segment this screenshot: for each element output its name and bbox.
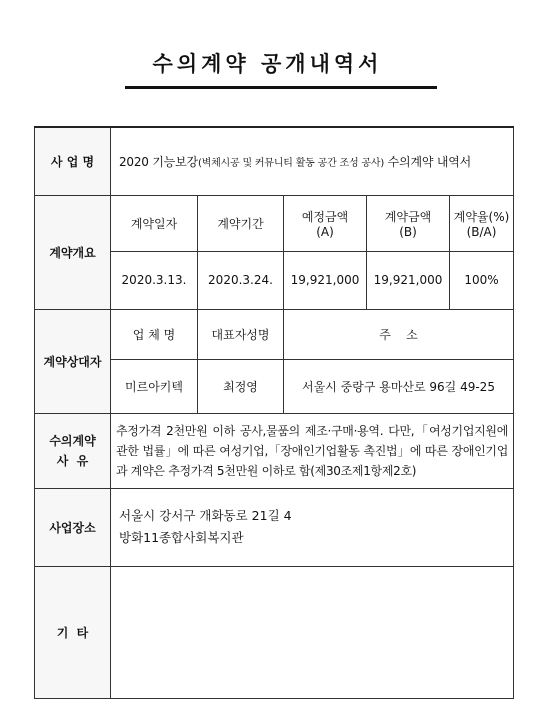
site-label: 사업장소 (35, 488, 111, 566)
reason-text: 추정가격 2천만원 이하 공사,물품의 제조·구매·용역. 다만,「여성기업지원에 관한 법률」에 따른 여성기업,「장애인기업활동 촉진법」에 따른 장애인기업과 계약은 추정가격 5천만원 이하로 함(제30조제1항제2호) (111, 413, 514, 488)
overview-header-estimated: 예정금액 (A) (284, 195, 367, 251)
overview-header-date: 계약일자 (111, 195, 198, 251)
overview-header-rate: 계약율(%) (B/A) (450, 195, 514, 251)
overview-value-date: 2020.3.13. (111, 251, 198, 309)
project-name-value (111, 127, 514, 195)
reason-label-line2: 사 유 (56, 453, 89, 468)
overview-label: 계약개요 (35, 195, 111, 309)
project-name-detail: (벽체시공 및 커뮤니티 활동 공간 조성 공사) (197, 157, 385, 169)
title-underline (125, 86, 437, 89)
reason-label-line1: 수의계약 (49, 433, 96, 448)
project-name-label: 사 업 명 (35, 127, 111, 195)
overview-header-period: 계약기간 (198, 195, 284, 251)
overview-value-estimated: 19,921,000 (284, 251, 367, 309)
counterparty-label: 계약상대자 (35, 309, 111, 413)
counterparty-header-address: 주 소 (284, 309, 514, 359)
counterparty-value-company: 미르아키텍 (111, 359, 198, 413)
project-name-tail: 수의계약 내역서 (384, 154, 472, 169)
counterparty-header-company: 업 체 명 (111, 309, 198, 359)
site-address: 서울시 강서구 개화동로 21길 4 (119, 508, 292, 523)
counterparty-value-representative: 최정영 (198, 359, 284, 413)
overview-value-rate: 100% (450, 251, 514, 309)
reason-label (35, 413, 111, 488)
other-label: 기 타 (35, 566, 111, 698)
site-facility: 방화11종합사회복지관 (119, 530, 244, 545)
contract-disclosure-table (34, 126, 514, 699)
site-value (111, 488, 514, 566)
other-value (111, 566, 514, 698)
counterparty-value-address: 서울시 중랑구 용마산로 96길 49-25 (284, 359, 514, 413)
project-name-main: 2020 기능보강 (119, 154, 198, 169)
overview-header-contract-amount: 계약금액 (B) (367, 195, 450, 251)
overview-value-contract-amount: 19,921,000 (367, 251, 450, 309)
document-title: 수의계약 공개내역서 (152, 52, 383, 76)
counterparty-header-representative: 대표자성명 (198, 309, 284, 359)
overview-value-period: 2020.3.24. (198, 251, 284, 309)
